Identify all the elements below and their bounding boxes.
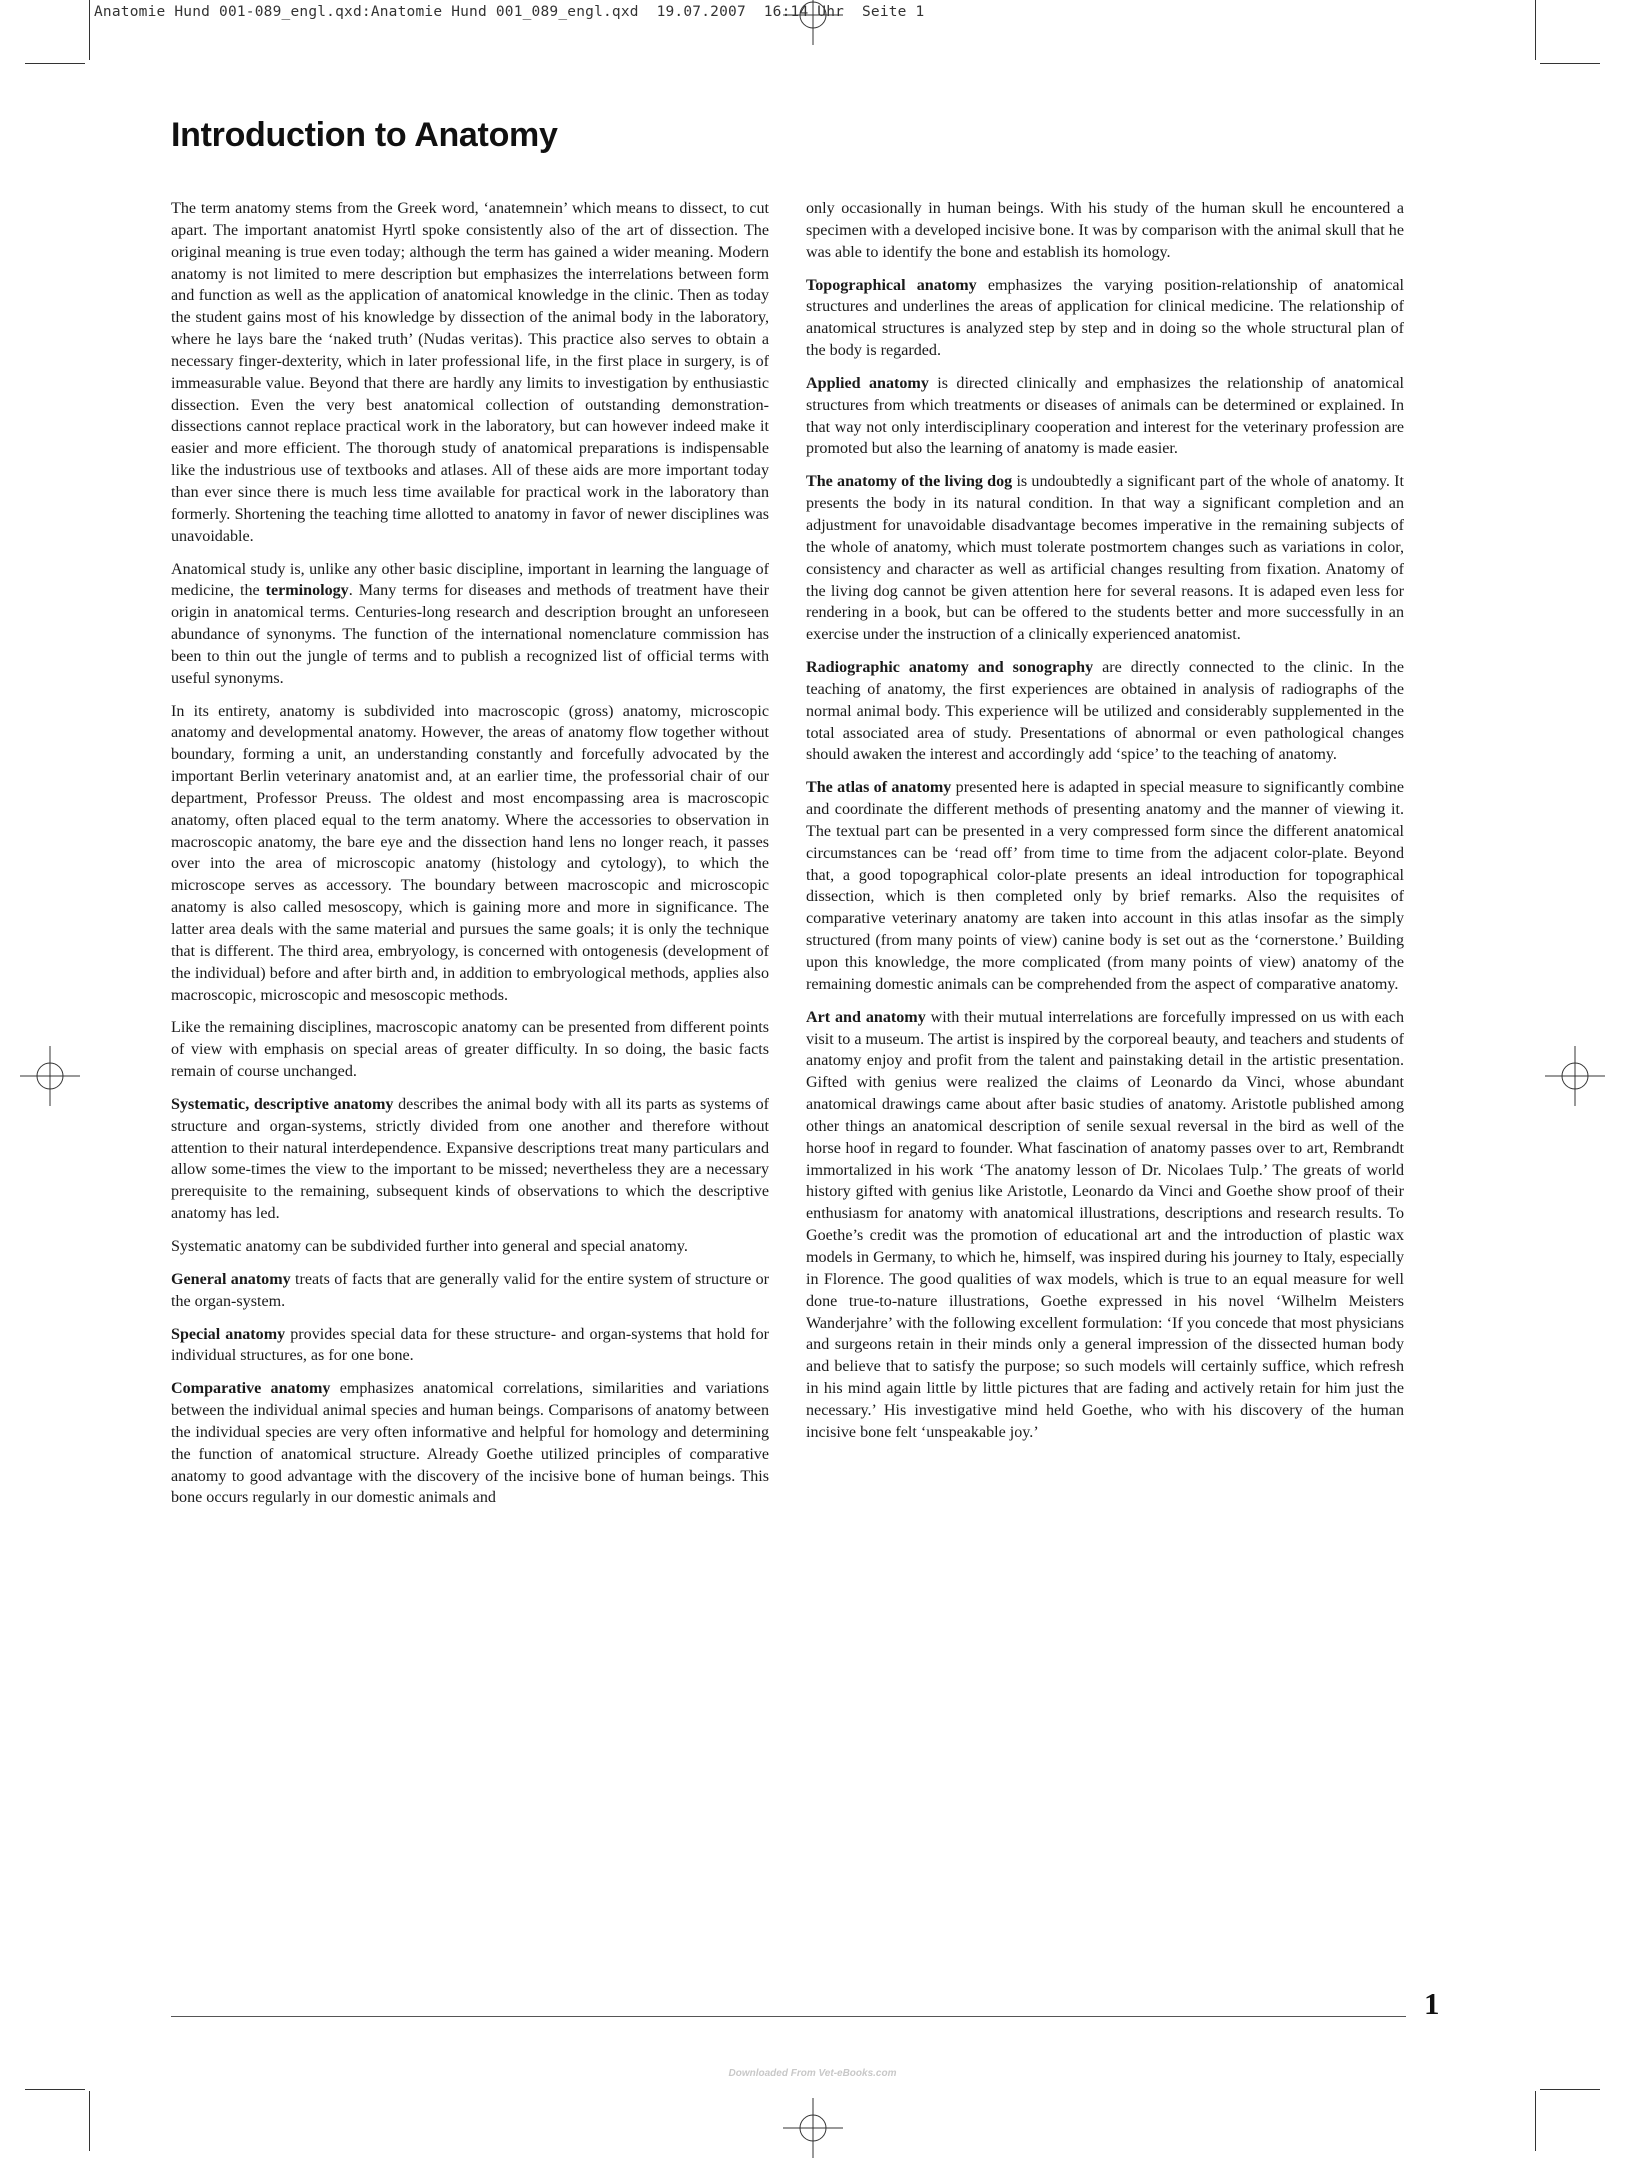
left-text-column [171,198,769,1520]
registration-mark-bottom-icon [783,2098,843,2158]
term-applied-anatomy: Applied anatomy [806,374,929,392]
crop-mark-top-left [25,63,85,64]
paragraph-living-dog: The anatomy of the living dog is undoubtedly a significant part of the whole of anatomy. It presents the body in its natural condition. In that way a significant completion and an adjustment for unavoidable disadvantage becomes imperative in the remaining subjects of the whole of anatomy, which must tolerate postmortem changes such as variations in color, consistency and character as well as artificial changes resulting from fixation. Anatomy of the living dog cannot be given attention here for several reasons. It is adaped even less for rendering in a book, but can be offered to the students better and more successfully in an exercise under the instruction of a clinically experienced anatomist. [806,473,1404,644]
paragraph-art-and-anatomy: Art and anatomy with their mutual interrelations are forcefully impressed on us with each visit to a museum. The artist is inspired by the corporeal beauty, and teachers and students of anatomy enjoy and profit from the talent and painstaking detail in the artistic presentation. Gifted with genius were realized the claims of Leonardo da Vinci, whose abundant anatomical drawings came about after basic studies of anatomy. Aristotle published among other things an anatomical description of senile sexual reversal in the bird as well of the horse hoof in regard to founder. What fascination of anatomy passes over to art, Rembrandt immortalized in his work ‘The anatomy lesson of Dr. Nicolaes Tulp.’ The greats of world history gifted with genius like Aristotle, Leonardo da Vinci and Goethe show proof of their enthusiasm for anatomy with anatomical illustrations, descriptions and research results. To Goethe’s credit was the promotion of educational art and the introduction of plastic wax models in Germany, to which he, himself, was inspired during his journey to Italy, especially in Florence. The good qualities of wax models, which is true to an equal measure for well done true-to-nature illustrations, Goethe expressed in his novel ‘Wilhelm Meisters Wanderjahre’ with the following excellent formulation: ‘If you concede that most physicians and surgeons retain in their minds only a general impression of the dissected human body and believe that to satisfy the purpose; so such models will certainly suffice, which refresh in his mind again little by little pictures that are fading and actively retain for him just the necessary.’ His investigative mind held Goethe, who with his discovery of the human incisive bone felt ‘unspeakable joy.’ [806,1008,1404,1441]
paragraph-general-anatomy: General anatomy treats of facts that are generally valid for the entire system of structure or the organ-system. [171,1270,770,1310]
page-title: Introduction to Anatomy [171,116,558,154]
term-general-anatomy: General anatomy [171,1270,291,1288]
footer-rule [171,2016,1406,2017]
paragraph-points-of-view: Like the remaining disciplines, macroscopic anatomy can be presented from different points of view with emphasis on special areas of greater difficulty. In so doing, the basic facts remain of course unchanged. [171,1019,769,1081]
page-number: 1 [1424,1986,1440,2021]
term-topographical-anatomy: Topographical anatomy [806,276,977,294]
registration-mark-top-icon [783,0,843,45]
paragraph-applied-anatomy: Applied anatomy is directed clinically and emphasizes the relationship of anatomical structures from which treatments or diseases of animals can be determined or explained. In that way not only interdisciplinary cooperation and interest for the veterinary profession are promoted but also the learning of anatomy is made easier. [806,374,1404,458]
term-art-and-anatomy: Art and anatomy [806,1008,926,1026]
paragraph-subdivisions: In its entirety, anatomy is subdivided into macroscopic (gross) anatomy, microscopic anatomy and developmental anatomy. However, the areas of anatomy flow together without boundary, forming a unit, an understanding constantly and forcefully advocated by the important Berlin veterinary anatomist and, at an earlier time, the professorial chair of our department, Professor Preuss. The oldest and most encompassing area is macroscopic anatomy, often placed equal to the term anatomy. Where the accessories to observation in macroscopic anatomy, the bare eye and the dissection hand lens no longer reach, it passes over into the area of microscopic anatomy (histology and cytology), to which the microscope serves as accessory. The boundary between macroscopic and microscopic anatomy is also called mesoscopy, which is gaining more and more in significance. The latter area deals with the same material and pursues the same goals; it is only the technique that is different. The third area, embryology, is concerned with ontogenesis (development of the individual) before and after birth and, in addition to embryological methods, applies also macroscopic, microscopic and mesoscopic methods. [171,702,769,1004]
registration-mark-right-icon [1545,1046,1605,1106]
crop-mark-top-right [1535,0,1536,60]
paragraph-goethe-skull: only occasionally in human beings. With his study of the human skull he encountered a specimen with a developed incisive bone. It was by comparison with the animal skull that he was able to identify the bone and establish its homology. [806,200,1404,261]
crop-mark-bottom-right [1540,2089,1600,2090]
paragraph-radiographic-anatomy: Radiographic anatomy and sonography are directly connected to the clinic. In the teaching of anatomy, the first experiences are obtained in analysis of radiographs of the normal animal body. This experience will be utilized and considerably supplemented in the total associated area of study. Presentations of abnormal or even pathological changes should awaken the interest and accordingly add ‘spice’ to the teaching of anatomy. [806,659,1404,764]
registration-mark-left-icon [20,1046,80,1106]
term-terminology: terminology [265,582,349,600]
paragraph-anatomy-origin: The term anatomy stems from the Greek word, ‘anatemnein’ which means to dissect, to cut apart. The important anatomist Hyrtl spoke consistently also of the art of dissection. The original meaning is true even today; although the term has gained a wider meaning. Modern anatomy is not limited to mere description but emphasizes the interrelations between form and function as well as the application of anatomical knowledge in the clinic. Then as today the student gains most of his knowledge by dissection of the animal body in the laboratory, where he lays bare the ‘naked truth’ (Nudas veritas). This practice also serves to obtain a necessary finger-dexterity, which in later professional life, in the first place in surgery, is of immeasurable value. Beyond that there are hardly any limits to investigation by enthusiastic dissection. Even the very best anatomical collection of outstanding demonstration-dissections cannot replace practical work in the laboratory, but can however indeed make it easier and more efficient. The thorough study of anatomical preparations is indispensable like the industrious use of textbooks and atlases. All of these aids are more important today than ever since there is much less time available for practical work in the laboratory than formerly. Shortening the teaching time allotted to anatomy in favor of newer disciplines was unavoidable. [171,200,769,545]
paragraph-topographical-anatomy: Topographical anatomy emphasizes the varying position-relationship of anatomical structures and underlines the areas of application for clinical medicine. The relationship of anatomical structures is analyzed step by step and in doing so the whole structural plan of the body is regarded. [806,276,1405,360]
paragraph-atlas-of-anatomy: The atlas of anatomy presented here is adapted in special measure to significantly combine and coordinate the different methods of presenting anatomy and the manner of viewing it. The textual part can be presented in a very compressed form since the different anatomical circumstances can be ‘read off’ from time to time from the adjacent color-plate. Beyond that, a good topographical color-plate presents an ideal introduction for topographical dissection, which is then completed only by brief remarks. Also the requisites of comparative veterinary anatomy are taken into account in this atlas insofar as the simply structured (from many points of view) canine body is set out as the ‘cornerstone.’ Building upon this knowledge, the more complicated (from many points of view) anatomy of the remaining domestic animals can be comprehended from the aspect of comparative anatomy. [806,779,1404,993]
paragraph-systematic-anatomy: Systematic, descriptive anatomy describes the animal body with all its parts as systems of structure and organ-systems, strictly divided from one another and therefore without attention to their natural interdependence. Expansive descriptions treat many particulars and allow some-times the view to the important to be missed; nevertheless they are a necessary prerequisite to the remaining, subsequent kinds of observations to which the descriptive anatomy has led. [171,1095,770,1223]
term-special-anatomy: Special anatomy [171,1325,286,1343]
print-slug-line: Anatomie Hund 001-089_engl.qxd:Anatomie Hund 001_089_engl.qxd 19.07.2007 16:14 Uhr Seite 1 [94,4,925,20]
term-living-dog: The anatomy of the living dog [806,473,1013,491]
paragraph-comparative-anatomy: Comparative anatomy emphasizes anatomical correlations, similarities and variations between the individual animal species and human beings. Comparisons of anatomy between the individual species are very often informative and helpful for homology and determining the function of anatomical structure. Already Goethe utilized principles of comparative anatomy to good advantage with the discovery of the incisive bone of human beings. This bone occurs regularly in our domestic animals and [171,1380,769,1507]
term-systematic-descriptive: Systematic, descriptive anatomy [171,1095,394,1113]
term-comparative-anatomy: Comparative anatomy [171,1380,331,1398]
crop-mark-top-left [89,0,90,60]
crop-mark-top-right [1540,63,1600,64]
crop-mark-bottom-right [1535,2091,1536,2151]
right-text-column [806,198,1404,1455]
crop-mark-bottom-left [25,2089,85,2090]
paragraph-systematic-subdivision: Systematic anatomy can be subdivided further into general and special anatomy. [171,1237,688,1255]
paragraph-special-anatomy: Special anatomy provides special data for these structure- and organ-systems that hold for individual structures, as for one bone. [171,1325,769,1365]
paragraph-terminology: Anatomical study is, unlike any other basic discipline, important in learning the language of medicine, the terminology. Many terms for diseases and methods of treatment have their origin in anatomical terms. Centuries-long research and description brought an unforeseen abundance of synonyms. The function of the international nomenclature commission has been to thin out the jungle of terms and to publish a recognized list of official terms with useful synonyms. [171,560,769,687]
term-radiographic-anatomy: Radiographic anatomy and sonography [806,659,1094,677]
download-watermark: Downloaded From Vet-eBooks.com [728,2068,897,2079]
term-atlas-of-anatomy: The atlas of anatomy [806,779,952,797]
crop-mark-bottom-left [89,2091,90,2151]
